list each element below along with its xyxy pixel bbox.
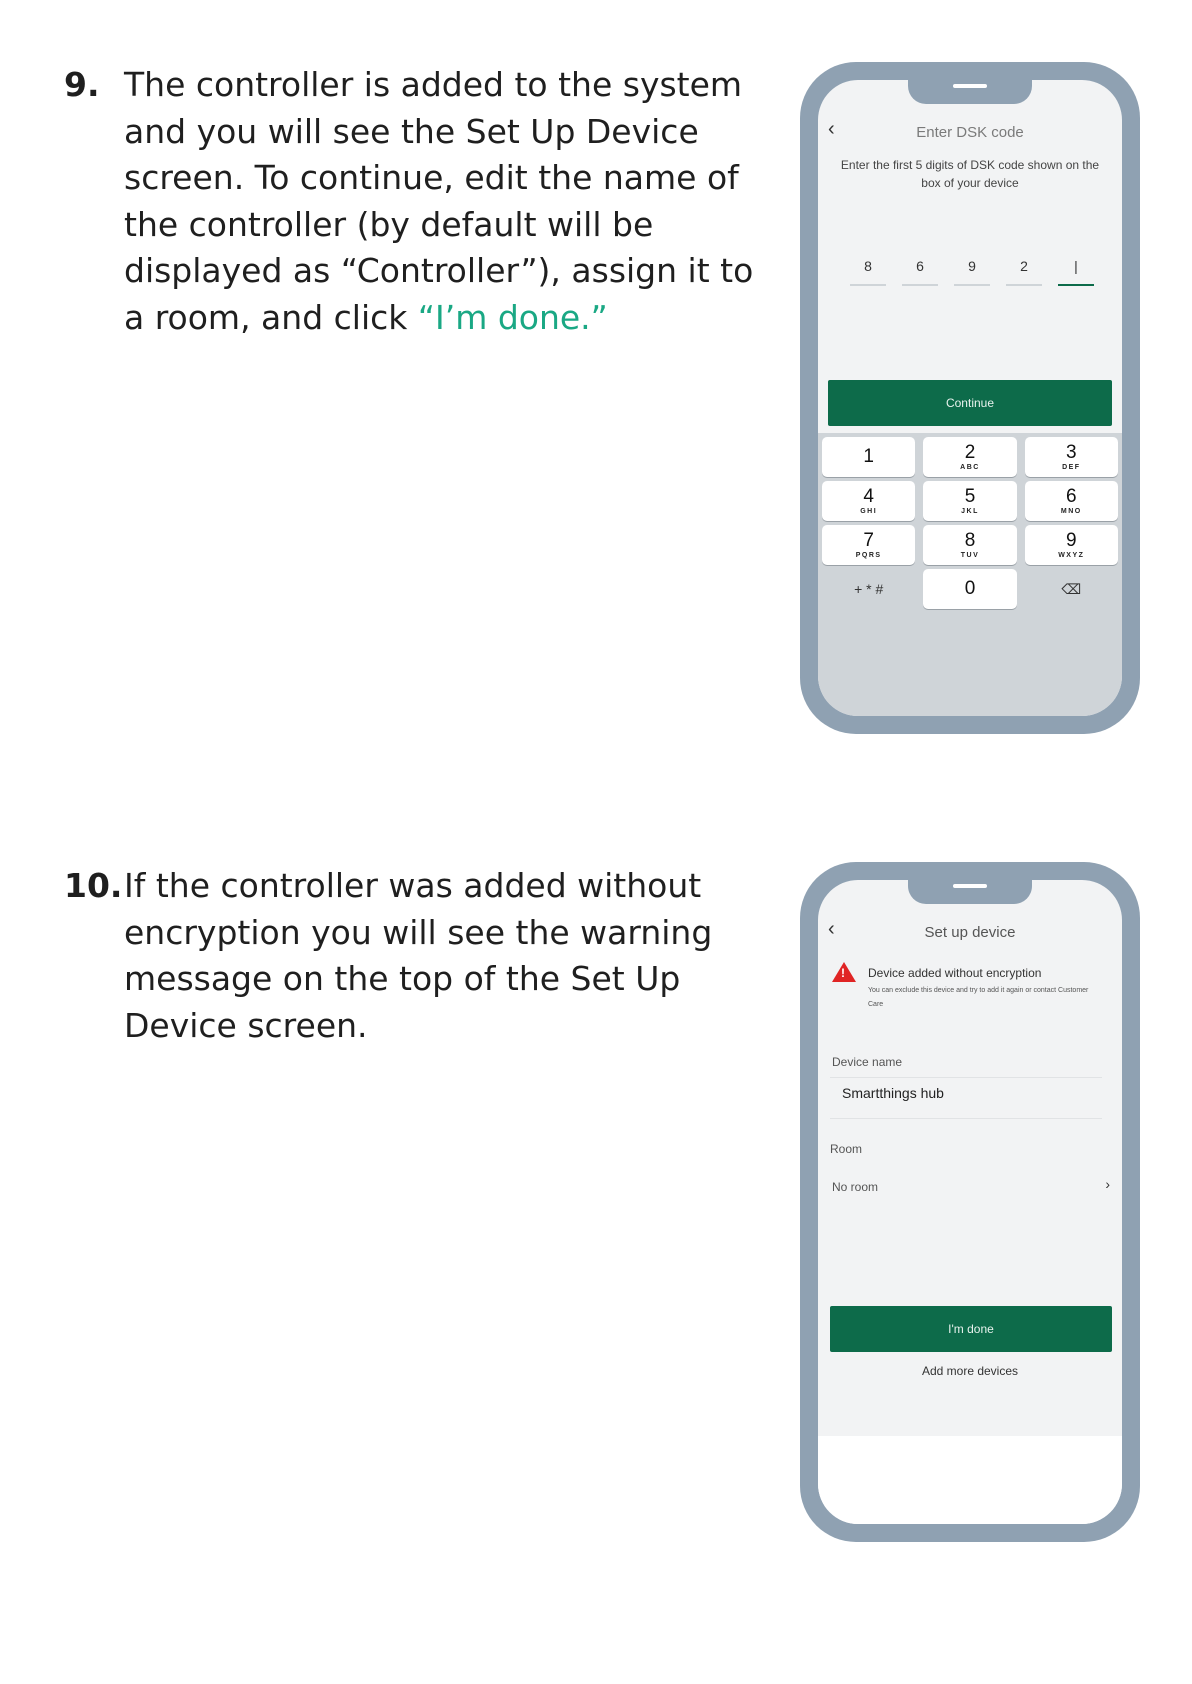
step-text <box>124 863 764 1049</box>
phone-mockup-setup-device <box>800 862 1140 1542</box>
key-2[interactable]: 2 ABC <box>923 437 1016 477</box>
key-8[interactable]: 8 TUV <box>923 525 1016 565</box>
warning-body: You can exclude this device and try to add it again or contact Customer Care <box>868 987 1089 1008</box>
key-3[interactable]: 3 DEF <box>1025 437 1118 477</box>
key-0[interactable]: 0 <box>923 569 1016 609</box>
key-6[interactable]: 6 MNO <box>1025 481 1118 521</box>
key-4[interactable]: 4 GHI <box>822 481 915 521</box>
step-body: The controller is added to the system and you will see the Set Up Device screen. To continue, edit the name of the controller (by default will be displayed as “Controller”), assign it to a room, and click <box>124 65 754 337</box>
phone-screen <box>818 80 1122 716</box>
phone-notch <box>908 80 1032 104</box>
dsk-digit[interactable]: 6 <box>902 258 938 286</box>
key-1[interactable]: 1 <box>822 437 915 477</box>
phone-mockup-dsk <box>800 62 1140 734</box>
key-9[interactable]: 9 WXYZ <box>1025 525 1118 565</box>
key-symbols[interactable]: + * # <box>854 581 884 597</box>
dsk-digit[interactable]: 9 <box>954 258 990 286</box>
im-done-highlight: “I’m done.” <box>417 297 608 337</box>
screen-title: Enter DSK code <box>916 124 1024 141</box>
backspace-icon[interactable]: ⌫ <box>1061 581 1082 597</box>
step-number: 10. <box>64 866 123 905</box>
dsk-digit-cursor[interactable]: | <box>1058 258 1094 286</box>
back-icon[interactable]: ‹ <box>828 918 835 940</box>
step-body: If the controller was added without encryption you will see the warning message on the top of the Set Up Device screen. <box>124 866 713 1045</box>
add-more-devices-button[interactable]: Add more devices <box>921 1364 1019 1378</box>
screen-title: Set up device <box>924 924 1016 941</box>
numeric-keypad <box>818 433 1122 716</box>
screen-bottom <box>818 1436 1122 1524</box>
key-5[interactable]: 5 JKL <box>923 481 1016 521</box>
step-number: 9. <box>64 65 100 104</box>
step-text <box>124 62 764 341</box>
im-done-button[interactable]: I'm done <box>830 1306 1112 1352</box>
warning-title: Device added without encryption <box>868 966 1042 980</box>
warning-icon: ! <box>832 962 856 982</box>
phone-screen <box>818 880 1122 1524</box>
step-10 <box>64 863 764 1049</box>
dsk-instruction: Enter the first 5 digits of DSK code shown on the box of your device <box>840 158 1100 190</box>
dsk-digit-row[interactable] <box>850 258 1094 286</box>
chevron-right-icon[interactable]: › <box>1105 1176 1110 1192</box>
divider <box>830 1118 1102 1119</box>
key-7[interactable]: 7 PQRS <box>822 525 915 565</box>
continue-button[interactable]: Continue <box>828 380 1112 426</box>
divider <box>830 1077 1102 1078</box>
dsk-digit[interactable]: 2 <box>1006 258 1042 286</box>
room-selector[interactable]: No room <box>832 1180 879 1194</box>
room-label: Room <box>830 1142 863 1156</box>
back-icon[interactable]: ‹ <box>828 118 835 140</box>
dsk-digit[interactable]: 8 <box>850 258 886 286</box>
step-9 <box>64 62 764 341</box>
device-name-label: Device name <box>832 1055 903 1069</box>
device-name-input[interactable]: Smartthings hub <box>842 1085 944 1101</box>
phone-notch <box>908 880 1032 904</box>
